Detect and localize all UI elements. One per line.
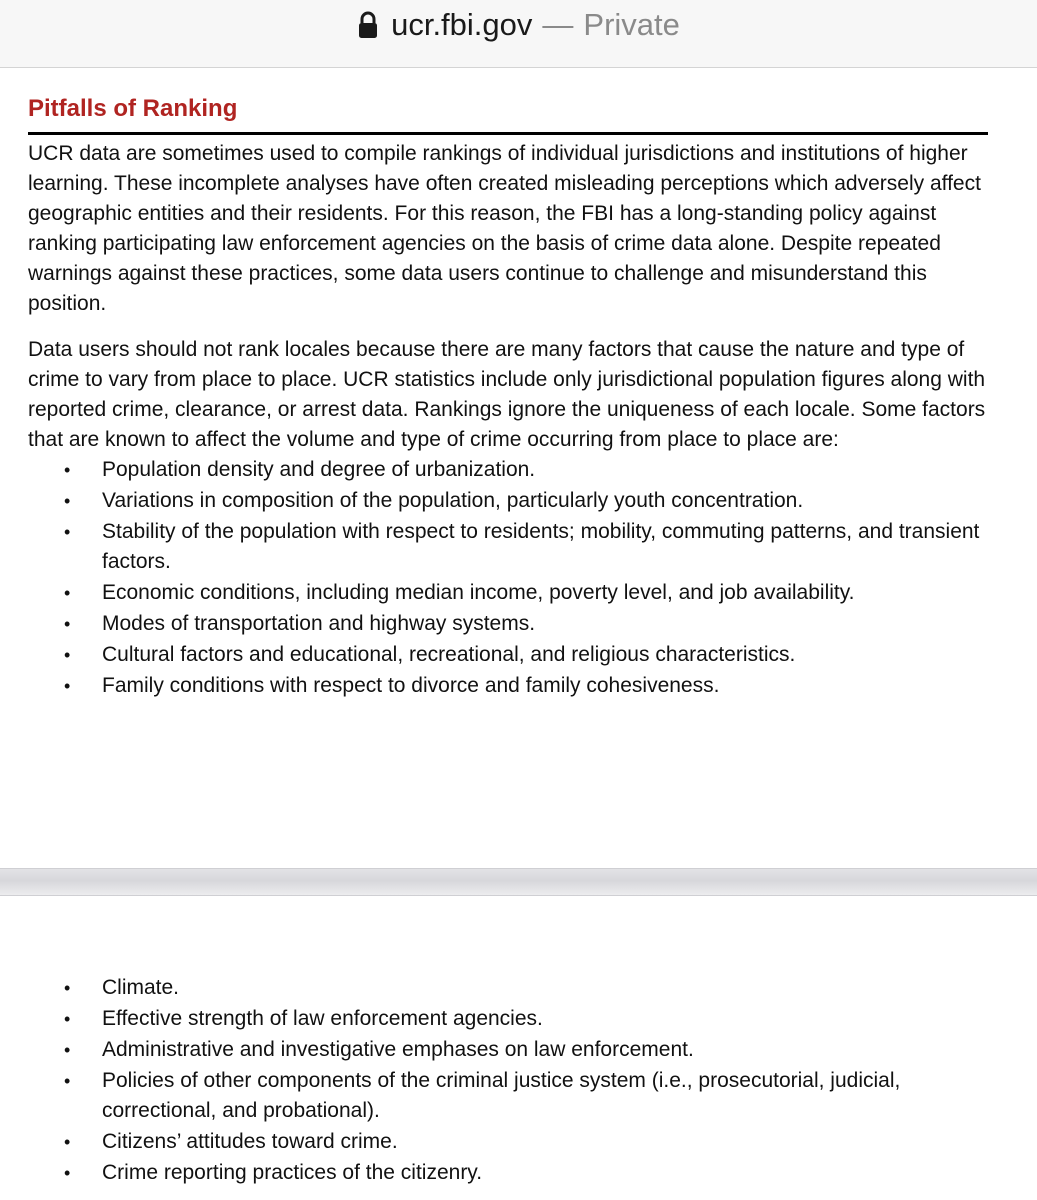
url-host: ucr.fbi.gov	[391, 7, 533, 42]
list-item-text: Effective strength of law enforcement agencies.	[102, 1007, 543, 1030]
list-item	[28, 1158, 988, 1188]
list-item-text: Administrative and investigative emphases on law enforcement.	[102, 1038, 694, 1061]
list-item	[28, 1066, 988, 1126]
bullet-icon: •	[64, 1009, 71, 1029]
bullet-icon: •	[64, 614, 71, 634]
document-page-1	[28, 92, 988, 702]
factors-list-page1	[28, 455, 988, 701]
list-item-text: Policies of other components of the criminal justice system (i.e., prosecutorial, judicial, correctional, and probational).	[102, 1069, 901, 1122]
bullet-icon: •	[64, 460, 71, 480]
list-item-text: Modes of transportation and highway systems.	[102, 612, 536, 635]
list-item	[28, 609, 988, 639]
bullet-icon: •	[64, 1071, 71, 1091]
list-item-text: Cultural factors and educational, recreational, and religious characteristics.	[102, 643, 796, 666]
bullet-icon: •	[64, 522, 71, 542]
list-item-text: Crime reporting practices of the citizenry.	[102, 1161, 483, 1184]
bullet-icon: •	[64, 1040, 71, 1060]
list-item-text: Citizens’ attitudes toward crime.	[102, 1130, 398, 1153]
url-display[interactable]	[357, 9, 680, 40]
paragraph-factors-intro: Data users should not rank locales because there are many factors that cause the nature and type of crime to vary from place to place. UCR statistics include only jurisdictional population figures along with reported crime, clearance, or arrest data. Rankings ignore the uniqueness of each locale. Some factors that are known to affect the volume and type of crime occurring from place to place are:	[28, 338, 986, 451]
list-item	[28, 1127, 988, 1157]
list-item	[28, 973, 988, 1003]
list-item	[28, 517, 988, 577]
factors-list-page2	[28, 973, 988, 1188]
paragraph-rankings-policy: UCR data are sometimes used to compile rankings of individual jurisdictions and institutions of higher learning. These incomplete analyses have often created misleading perceptions which adversely affect geographic entities and their residents. For this reason, the FBI has a long-standing policy against ranking participating law enforcement agencies on the basis of crime data alone. Despite repeated warnings against these practices, some data users continue to challenge and misunderstand this position.	[28, 142, 981, 315]
list-item-text: Stability of the population with respect to residents; mobility, commuting patterns, and transient factors.	[102, 520, 980, 573]
bullet-icon: •	[64, 1132, 71, 1152]
address-bar[interactable]	[0, 0, 1037, 68]
document-page-2	[28, 973, 988, 1189]
url-separator: —	[542, 7, 574, 42]
list-item-text: Economic conditions, including median income, poverty level, and job availability.	[102, 581, 855, 604]
bullet-icon: •	[64, 583, 71, 603]
list-item	[28, 578, 988, 608]
list-item	[28, 486, 988, 516]
list-item	[28, 1004, 988, 1034]
list-item-text: Variations in composition of the population, particularly youth concentration.	[102, 489, 804, 512]
list-item-text: Family conditions with respect to divorce and family cohesiveness.	[102, 674, 720, 697]
list-item	[28, 455, 988, 485]
list-item	[28, 640, 988, 670]
lock-icon	[357, 11, 379, 39]
bullet-icon: •	[64, 645, 71, 665]
list-item	[28, 671, 988, 701]
private-mode-label: Private	[583, 7, 680, 42]
list-item	[28, 1035, 988, 1065]
list-item-text: Population density and degree of urbanization.	[102, 458, 536, 481]
page-break-divider	[0, 868, 1037, 896]
list-item-text: Climate.	[102, 976, 180, 999]
bullet-icon: •	[64, 978, 71, 998]
bullet-icon: •	[64, 491, 71, 511]
bullet-icon: •	[64, 1163, 71, 1183]
section-heading: Pitfalls of Ranking	[28, 92, 988, 135]
bullet-icon: •	[64, 676, 71, 696]
